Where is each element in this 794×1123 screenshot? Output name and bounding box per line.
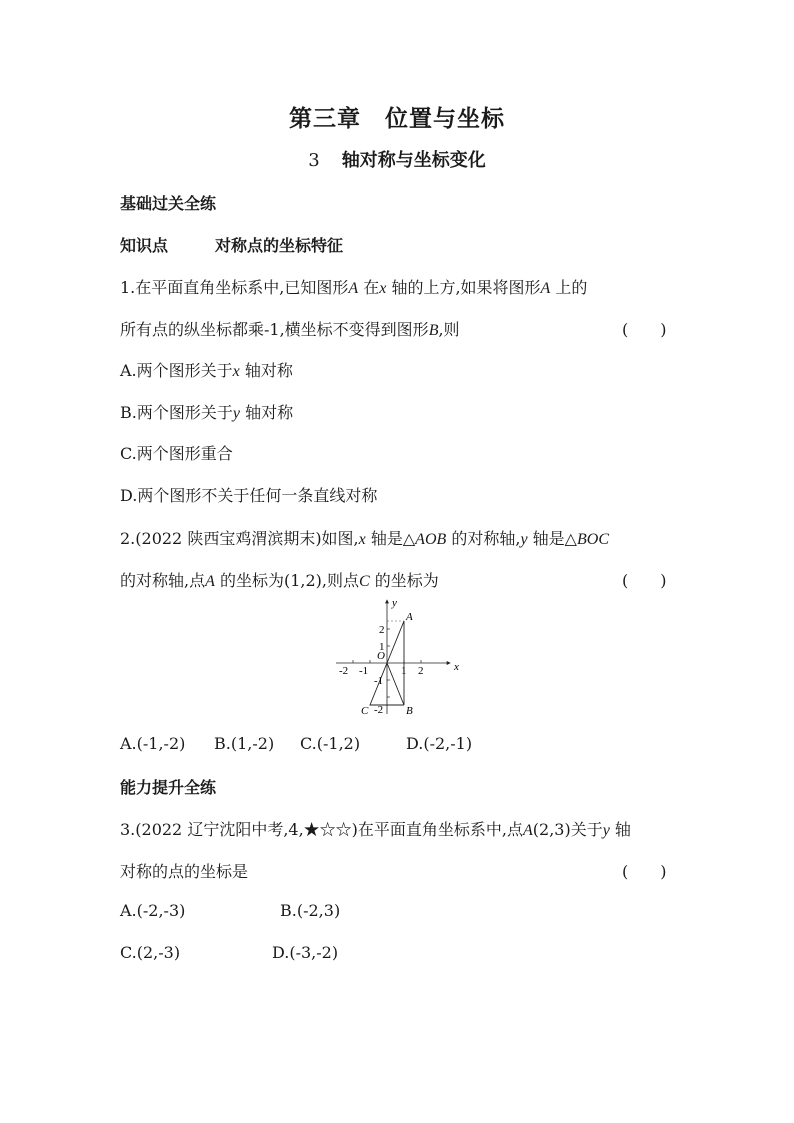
x-tick-label: 1 bbox=[401, 665, 407, 677]
q1-stem-line2 bbox=[120, 317, 460, 340]
q2-text: 轴是△ bbox=[532, 529, 577, 548]
var-y: y bbox=[520, 531, 528, 548]
var-x: x bbox=[379, 280, 387, 297]
q1-answer-blank[interactable]: ( ) bbox=[622, 320, 667, 339]
x-tick-label: -1 bbox=[359, 665, 369, 677]
q2-text: 的对称轴, bbox=[451, 529, 521, 548]
q1-option-d[interactable]: D.两个图形不关于任何一条直线对称 bbox=[120, 486, 378, 505]
var-y: y bbox=[232, 405, 240, 422]
q1-text: 在 bbox=[363, 278, 380, 297]
point-A-label: A bbox=[406, 611, 413, 623]
q2-option-d[interactable]: D.(-2,-1) bbox=[406, 734, 473, 753]
section-title-text: 轴对称与坐标变化 bbox=[341, 150, 486, 171]
q1-text: 所有点的纵坐标都乘-1,横坐标不变得到图形 bbox=[120, 320, 429, 339]
section-title bbox=[0, 146, 794, 172]
option-text: A.两个图形关于 bbox=[120, 361, 233, 380]
y-tick-label: -2 bbox=[374, 704, 384, 716]
q2-text: 轴是△ bbox=[370, 529, 416, 548]
q1-text: 上的 bbox=[555, 278, 588, 297]
q3-option-d[interactable]: D.(-3,-2) bbox=[272, 943, 339, 962]
section-number: 3 bbox=[308, 150, 320, 171]
q1-text: 轴的上方,如果将图形 bbox=[391, 278, 541, 297]
q3-stem-line2: 对称的点的坐标是 bbox=[120, 862, 249, 881]
var-x: x bbox=[358, 531, 366, 548]
q3-option-c[interactable]: C.(2,-3) bbox=[120, 943, 181, 962]
triangle-BOC: BOC bbox=[576, 531, 609, 548]
point-C-label: C bbox=[361, 705, 369, 717]
triangle-AOB: AOB bbox=[415, 531, 447, 548]
q2-text: 的对称轴,点 bbox=[120, 571, 206, 590]
var-A: A bbox=[540, 280, 551, 297]
q1-stem-line1 bbox=[120, 275, 587, 298]
q2-stem-line1 bbox=[120, 526, 609, 549]
q1-option-c[interactable]: C.两个图形重合 bbox=[120, 444, 233, 463]
q3-text: 轴 bbox=[614, 820, 631, 839]
q3-answer-blank[interactable]: ( ) bbox=[622, 862, 667, 881]
chapter-title: 第三章 位置与坐标 bbox=[289, 105, 505, 132]
q2-text: 2.(2022 陕西宝鸡渭滨期末)如图, bbox=[120, 529, 359, 548]
q2-option-b[interactable]: B.(1,-2) bbox=[214, 734, 275, 753]
q1-text: ,则 bbox=[438, 320, 460, 339]
q1-text: 1.在平面直角坐标系中,已知图形 bbox=[120, 278, 349, 297]
q2-stem-line2 bbox=[120, 568, 439, 591]
q2-text: 的坐标为 bbox=[374, 571, 439, 590]
point-B-label: B bbox=[406, 705, 413, 717]
q3-stem-line1 bbox=[120, 817, 631, 840]
option-text: 轴对称 bbox=[244, 361, 293, 380]
knowledge-point-title: 对称点的坐标特征 bbox=[215, 236, 344, 255]
origin-label: O bbox=[377, 650, 385, 662]
q2-text: 的坐标为(1,2),则点 bbox=[219, 571, 359, 590]
y-axis-label: y bbox=[392, 597, 397, 609]
q3-option-a[interactable]: A.(-2,-3) bbox=[120, 901, 186, 920]
option-text: 轴对称 bbox=[245, 403, 294, 422]
x-axis-label: x bbox=[454, 661, 459, 673]
q2-option-a[interactable]: A.(-1,-2) bbox=[120, 734, 186, 753]
option-text: B.两个图形关于 bbox=[120, 403, 233, 422]
y-tick-label: -1 bbox=[374, 675, 384, 687]
var-C: C bbox=[359, 573, 370, 590]
ability-heading: 能力提升全练 bbox=[120, 778, 217, 797]
x-tick-label: -2 bbox=[339, 665, 349, 677]
basic-heading: 基础过关全练 bbox=[120, 194, 217, 213]
q2-answer-blank[interactable]: ( ) bbox=[622, 571, 667, 590]
q2-option-c[interactable]: C.(-1,2) bbox=[300, 734, 361, 753]
var-B: B bbox=[428, 322, 439, 339]
q1-option-a[interactable] bbox=[120, 358, 293, 381]
q3-text: 3.(2022 辽宁沈阳中考,4,★☆☆)在平面直角坐标系中,点 bbox=[120, 820, 523, 839]
q1-option-b[interactable] bbox=[120, 400, 293, 423]
var-y: y bbox=[602, 822, 610, 839]
knowledge-point-label: 知识点 bbox=[120, 236, 169, 255]
x-tick-label: 2 bbox=[418, 665, 424, 677]
q3-option-b[interactable]: B.(-2,3) bbox=[280, 901, 341, 920]
q3-text: (2,3)关于 bbox=[532, 820, 603, 839]
var-A: A bbox=[348, 280, 359, 297]
var-A: A bbox=[205, 573, 215, 590]
y-tick-label: 1 bbox=[379, 641, 385, 653]
coordinate-figure bbox=[334, 594, 464, 718]
var-x: x bbox=[232, 363, 240, 380]
y-tick-label: 2 bbox=[379, 624, 385, 636]
var-A: A bbox=[523, 822, 533, 839]
